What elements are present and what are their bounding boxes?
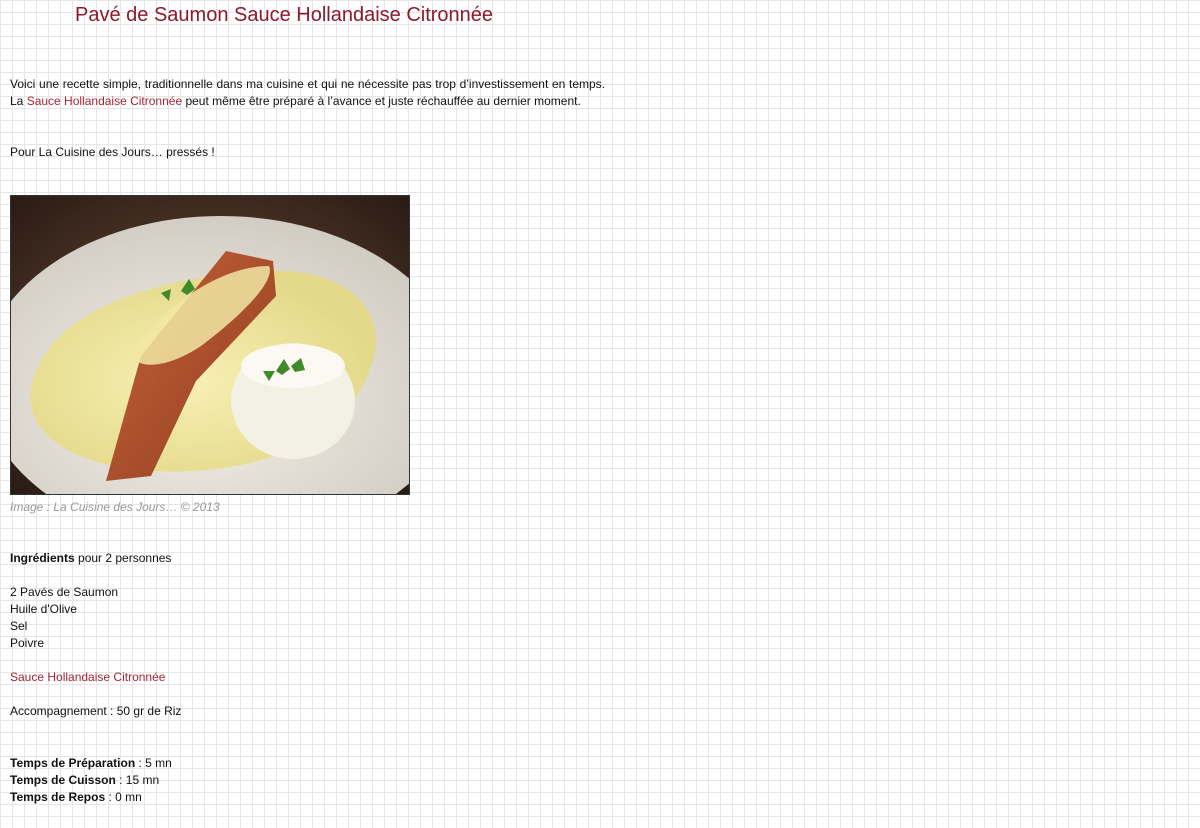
ingredient-item: Poivre bbox=[10, 636, 45, 650]
rest-time-value: : 0 mn bbox=[105, 790, 142, 804]
intro-sauce-link[interactable]: Sauce Hollandaise Citronnée bbox=[26, 94, 183, 108]
intro-text-2: peut même être préparé à l’avance et juste réchauffée au dernier moment. bbox=[182, 94, 581, 108]
ingredients-servings: pour 2 personnes bbox=[74, 551, 172, 565]
cook-time-label: Temps de Cuisson bbox=[10, 773, 116, 787]
prep-time bbox=[10, 755, 172, 772]
tagline: Pour La Cuisine des Jours… pressés ! bbox=[10, 145, 215, 159]
image-caption: Image : La Cuisine des Jours… © 2013 bbox=[10, 500, 220, 514]
ingredients-heading: Ingrédients bbox=[10, 551, 75, 565]
salmon-dish-illustration bbox=[11, 196, 409, 494]
ingredients-list bbox=[10, 584, 118, 652]
rest-time bbox=[10, 789, 172, 806]
ingredient-item: Sel bbox=[10, 619, 28, 633]
ingredient-item: Huile d'Olive bbox=[10, 602, 77, 616]
side-dish: Accompagnement : 50 gr de Riz bbox=[10, 704, 182, 718]
ingredients-sauce-link[interactable]: Sauce Hollandaise Citronnée bbox=[10, 670, 166, 684]
recipe-photo bbox=[10, 195, 410, 495]
times-block bbox=[10, 755, 172, 806]
intro-text-1: Voici une recette simple, traditionnelle dans ma cuisine et qui ne nécessite pas trop d’investissement en temps. La bbox=[10, 77, 605, 108]
rest-time-label: Temps de Repos bbox=[10, 790, 106, 804]
ingredients-heading-line bbox=[10, 550, 171, 567]
prep-time-label: Temps de Préparation bbox=[10, 756, 136, 770]
prep-time-value: : 5 mn bbox=[135, 756, 172, 770]
ingredient-item: 2 Pavés de Saumon bbox=[10, 585, 119, 599]
cook-time-value: : 15 mn bbox=[115, 773, 160, 787]
intro-paragraph bbox=[10, 76, 605, 110]
cook-time bbox=[10, 772, 172, 789]
page-title: Pavé de Saumon Sauce Hollandaise Citronnée bbox=[75, 4, 494, 26]
